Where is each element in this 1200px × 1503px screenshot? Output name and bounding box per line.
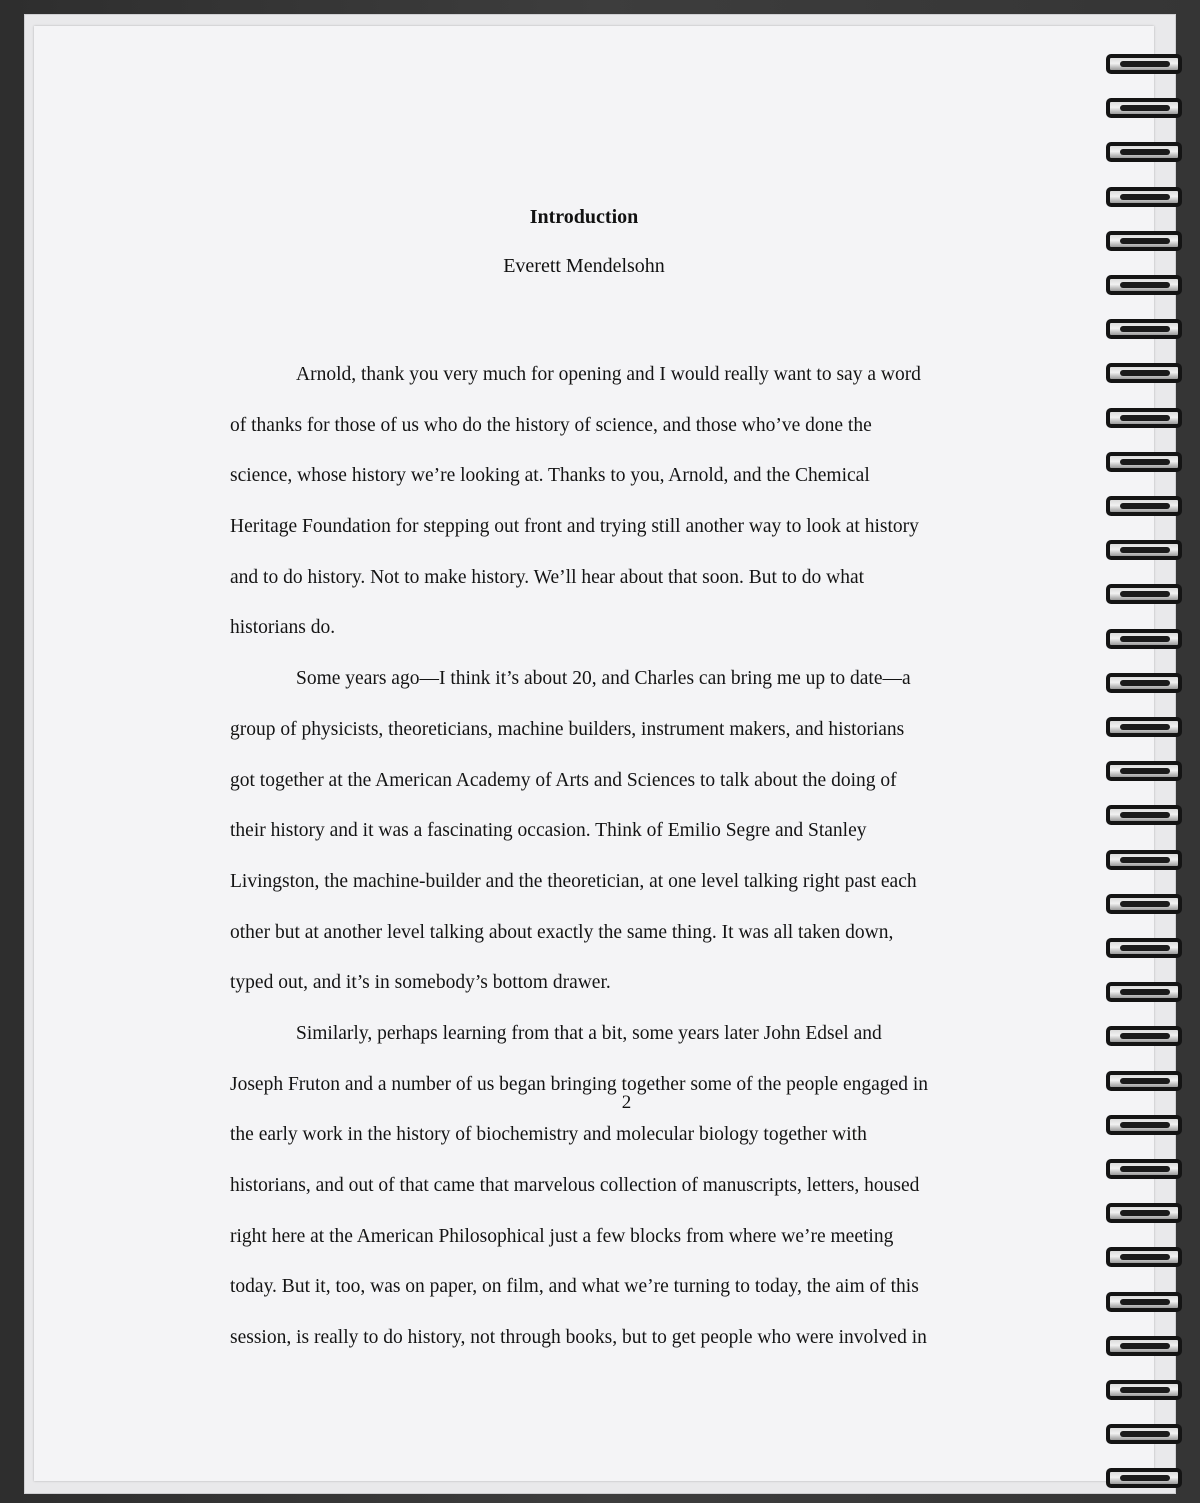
body-line: today. But it, too, was on paper, on film, and what we’re turning to today, the aim of this (230, 1276, 919, 1298)
binding-ring (1106, 584, 1182, 604)
binding-ring (1106, 452, 1182, 472)
body-line: Joseph Fruton and a number of us began bringing together some of the people engaged in (230, 1073, 929, 1095)
binding-ring (1106, 1203, 1182, 1223)
binding-ring (1106, 408, 1182, 428)
body-line: of thanks for those of us who do the history of science, and those who’ve done the (230, 414, 872, 436)
document-body (230, 350, 1030, 1364)
binding-ring (1106, 1292, 1182, 1312)
binding-ring (1106, 1380, 1182, 1400)
binding-ring (1106, 673, 1182, 693)
body-line: other but at another level talking about exactly the same thing. It was all taken down, (230, 921, 894, 943)
body-line: Some years ago—I think it’s about 20, and Charles can bring me up to date—a (296, 668, 911, 690)
binding-ring (1106, 363, 1182, 383)
body-line: science, whose history we’re looking at. Thanks to you, Arnold, and the Chemical (230, 465, 870, 487)
document-title: Introduction (529, 206, 639, 228)
binding-ring (1106, 717, 1182, 737)
body-line: Arnold, thank you very much for opening and I would really want to say a word (296, 364, 921, 385)
binding-ring (1106, 805, 1182, 825)
binding-ring (1106, 496, 1182, 516)
binding-ring (1106, 319, 1182, 339)
body-line: right here at the American Philosophical just a few blocks from where we’re meeting (230, 1225, 894, 1247)
document-author: Everett Mendelsohn (503, 255, 665, 277)
binding-ring (1106, 1071, 1182, 1091)
binding-ring (1106, 54, 1182, 74)
binding-ring (1106, 1247, 1182, 1267)
binding-ring (1106, 231, 1182, 251)
body-line: and to do history. Not to make history. We’ll hear about that soon. But to do what (230, 566, 865, 588)
binding-ring (1106, 850, 1182, 870)
body-line: Similarly, perhaps learning from that a bit, some years later John Edsel and (296, 1022, 882, 1044)
binding-ring (1106, 982, 1182, 1002)
body-line: session, is really to do history, not through books, but to get people who were involved in (230, 1327, 927, 1349)
binding-ring (1106, 938, 1182, 958)
binding-ring (1106, 1159, 1182, 1179)
binding-ring (1106, 1336, 1182, 1356)
binding-ring (1106, 1026, 1182, 1046)
binding-ring (1106, 1115, 1182, 1135)
body-line: typed out, and it’s in somebody’s bottom drawer. (230, 972, 611, 994)
body-line: historians do. (230, 617, 336, 639)
body-line: historians, and out of that came that marvelous collection of manuscripts, letters, housed (230, 1175, 920, 1196)
binding-ring (1106, 187, 1182, 207)
body-line: got together at the American Academy of Arts and Sciences to talk about the doing of (230, 769, 897, 791)
binding-ring (1106, 275, 1182, 295)
binding-ring (1106, 98, 1182, 118)
binding-ring (1106, 894, 1182, 914)
binding-ring (1106, 142, 1182, 162)
body-line: the early work in the history of biochemistry and molecular biology together with (230, 1124, 867, 1146)
spiral-binding (1098, 40, 1198, 1500)
binding-ring (1106, 1468, 1182, 1488)
binding-ring (1106, 761, 1182, 781)
binding-ring (1106, 1424, 1182, 1444)
body-line: Livingston, the machine-builder and the theoretician, at one level talking right past each (230, 870, 917, 892)
body-line: their history and it was a fascinating occasion. Think of Emilio Segre and Stanley (230, 820, 867, 842)
document-page (34, 26, 1154, 1481)
binding-ring (1106, 629, 1182, 649)
body-line: group of physicists, theoreticians, machine builders, instrument makers, and historians (230, 718, 905, 740)
binding-ring (1106, 540, 1182, 560)
body-line: Heritage Foundation for stepping out front and trying still another way to look at history (230, 516, 919, 538)
page-number: 2 (621, 1092, 632, 1113)
